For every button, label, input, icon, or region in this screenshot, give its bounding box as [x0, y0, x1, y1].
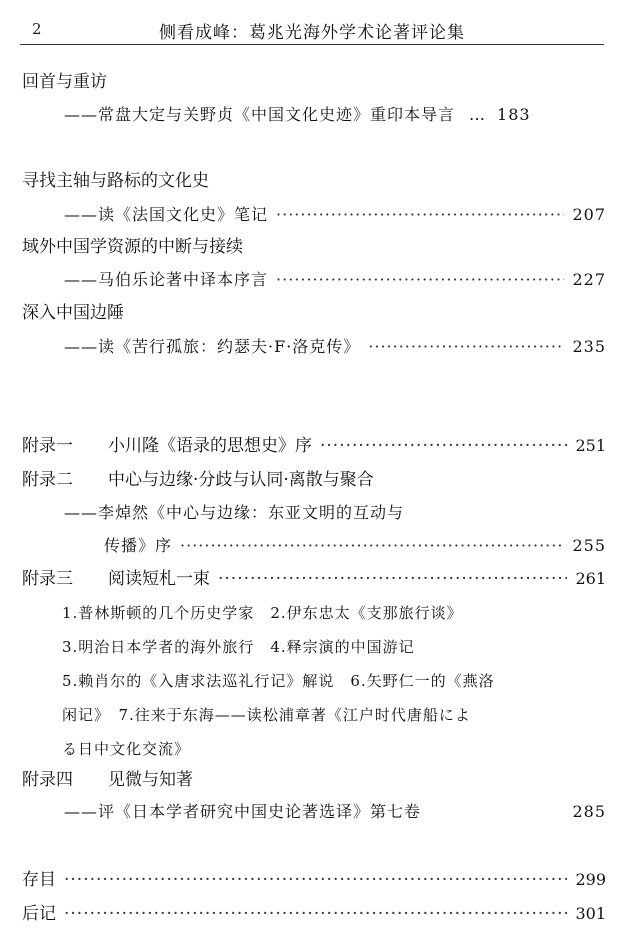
- entry-title: 域外中国学资源的中断与接续: [22, 237, 243, 257]
- item-text: 1.普林斯顿的几个历史学家 2.伊东忠太《支那旅行谈》: [62, 604, 463, 622]
- toc-entry-title: [22, 302, 124, 324]
- toc-closing-entry: [22, 903, 606, 925]
- toc-entry-title: [22, 71, 107, 93]
- entry-subtitle: ——李焯然《中心与边缘：东亚文明的互动与: [64, 503, 405, 522]
- toc-appendix: [22, 568, 606, 590]
- appendix-label: 附录一: [22, 436, 73, 456]
- page-ref: 251: [575, 436, 606, 455]
- entry-title: 后记: [22, 904, 56, 924]
- page-ref: 261: [575, 569, 606, 588]
- dot-leader: [218, 568, 567, 590]
- page-number: 2: [32, 20, 42, 38]
- toc-entry-subtitle: [64, 104, 606, 126]
- appendix-item-line: [62, 670, 495, 692]
- item-text: る日中文化交流》: [62, 740, 191, 758]
- page-ref: 285: [572, 802, 606, 821]
- appendix-item-line: [62, 602, 463, 624]
- toc-entry-title: [22, 170, 209, 192]
- item-text: 闲记》 7.往来于东海——读松浦章著《江户时代唐船によ: [62, 706, 471, 724]
- entry-subtitle: ——常盘大定与关野贞《中国文化史迹》重印本导言: [64, 105, 456, 124]
- dot-leader: [320, 435, 567, 457]
- page-ref: 227: [572, 270, 606, 289]
- appendix-label: 附录四: [22, 770, 73, 790]
- item-text: 3.明治日本学者的海外旅行 4.释宗演的中国游记: [62, 638, 415, 656]
- entry-title: 寻找主轴与路标的文化史: [22, 171, 209, 191]
- dot-leader: [276, 204, 564, 226]
- toc-entry-title: [22, 236, 243, 258]
- entry-title: 存目: [22, 870, 56, 890]
- entry-subtitle: ——读《苦行孤旅：约瑟夫·F·洛克传》: [64, 337, 361, 356]
- entry-title: 回首与重访: [22, 72, 107, 92]
- toc-closing-entry: [22, 869, 606, 891]
- leader-ellipsis: …: [469, 105, 488, 124]
- toc-entry-subtitle: [64, 269, 606, 291]
- appendix-title: 小川隆《语录的思想史》序: [108, 436, 312, 456]
- entry-subtitle: ——读《法国文化史》笔记: [64, 205, 269, 224]
- page-ref: 255: [572, 536, 606, 555]
- dot-leader: [180, 535, 564, 557]
- item-text: 5.赖肖尔的《入唐求法巡礼行记》解说 6.矢野仁一的《燕洛: [62, 672, 495, 690]
- running-title: 侧看成峰：葛兆光海外学术论著评论集: [159, 23, 465, 43]
- toc-entry-subtitle-cont: [104, 535, 606, 557]
- appendix-item-line: [62, 738, 190, 760]
- page-ref: 299: [575, 870, 606, 889]
- dot-leader: [64, 869, 567, 891]
- toc-appendix: [22, 769, 193, 791]
- toc-entry-subtitle: [64, 801, 606, 823]
- toc-entry-subtitle: [64, 336, 606, 358]
- entry-subtitle: 传播》序: [104, 536, 173, 555]
- dot-leader: [64, 903, 567, 925]
- page-ref: 235: [572, 337, 606, 356]
- dot-leader: [368, 336, 564, 358]
- appendix-item-line: [62, 704, 471, 726]
- toc-entry-subtitle: [64, 204, 606, 226]
- header-rule: [20, 44, 604, 45]
- page-header: [20, 14, 604, 42]
- appendix-item-line: [62, 636, 415, 658]
- toc-entry-subtitle: [64, 502, 404, 524]
- appendix-title: 中心与边缘·分歧与认同·离散与聚合: [108, 470, 374, 490]
- entry-subtitle: ——马伯乐论著中译本序言: [64, 270, 269, 289]
- appendix-label: 附录三: [22, 569, 73, 589]
- toc-appendix: [22, 469, 374, 491]
- page-ref: 301: [575, 904, 606, 923]
- appendix-title: 见微与知著: [108, 770, 193, 790]
- page-ref: 207: [572, 205, 606, 224]
- dot-leader: [276, 269, 564, 291]
- page-ref: 183: [497, 105, 531, 124]
- appendix-label: 附录二: [22, 470, 73, 490]
- appendix-title: 阅读短札一束: [108, 569, 210, 589]
- toc-appendix: [22, 435, 606, 457]
- entry-subtitle: ——评《日本学者研究中国史论著选译》第七卷: [64, 802, 422, 821]
- entry-title: 深入中国边陲: [22, 303, 124, 323]
